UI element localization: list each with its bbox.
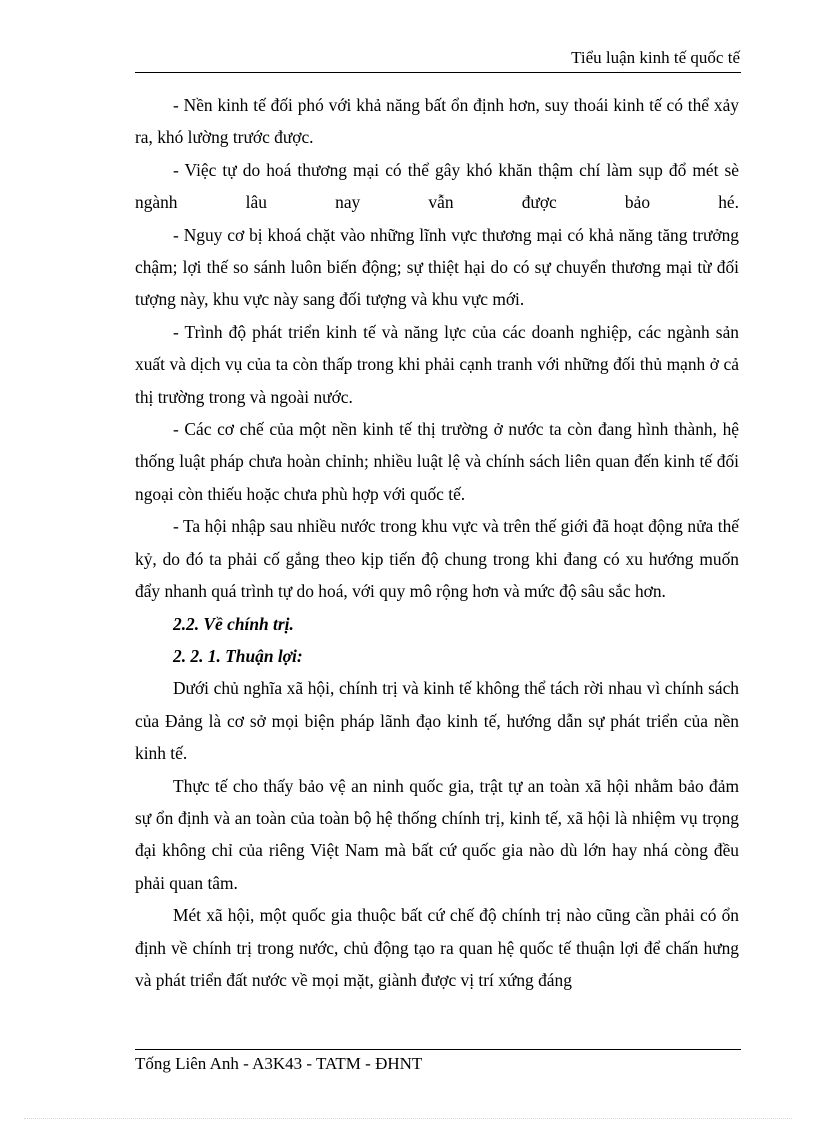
running-header: Tiểu luận kinh tế quốc tế	[571, 48, 740, 67]
paragraph: Thực tế cho thấy bảo vệ an ninh quốc gia, trật tự an toàn xã hội nhằm bảo đảm sự ổn định và an toàn của toàn bộ hệ thống chính trị, kinh tế, xã hội là nhiệm vụ trọng đại không chỉ của riêng Việt Nam mà bất cứ quốc gia nào dù lớn hay nhá còng đều phải quan tâm.	[135, 775, 739, 893]
subsection-heading: 2. 2. 1. Thuận lợi:	[173, 645, 303, 666]
page-edge-divider	[24, 1118, 792, 1119]
section-heading: 2.2. Về chính trị.	[173, 613, 294, 634]
paragraph: Dưới chủ nghĩa xã hội, chính trị và kinh tế không thể tách rời nhau vì chính sách của Đảng là cơ sở mọi biện pháp lãnh đạo kinh tế, hướng dẫn sự phát triển của nền kinh tế.	[135, 678, 739, 764]
paragraph: Mét xã hội, một quốc gia thuộc bất cứ chế độ chính trị nào cũng cần phải có ổn định về chính trị trong nước, chủ động tạo ra quan hệ quốc tế thuận lợi để chấn hưng và phát triển đất nước về mọi mặt, giành được vị trí xứng đáng	[135, 905, 739, 990]
paragraph: - Các cơ chế của một nền kinh tế thị trường ở nước ta còn đang hình thành, hệ thống luật pháp chưa hoàn chỉnh; nhiều luật lệ và chính sách liên quan đến kinh tế đối ngoại còn thiếu hoặc chưa phù hợp với quốc tế.	[135, 419, 739, 504]
paragraph: - Nguy cơ bị khoá chặt vào những lĩnh vực thương mại có khả năng tăng trưởng chậm; lợi thế so sánh luôn biến động; sự thiệt hại do có sự chuyển thương mại từ đối tượng này, khu vực này sang đối tượng và khu vực mới.	[135, 224, 739, 310]
paragraph: - Nền kinh tế đối phó với khả năng bất ổn định hơn, suy thoái kinh tế có thể xảy ra, khó lường trước được.	[135, 95, 739, 148]
running-footer: Tống Liên Anh - A3K43 - TATM - ĐHNT	[135, 1054, 423, 1073]
paragraph: - Ta hội nhập sau nhiều nước trong khu vực và trên thế giới đã hoạt động nửa thế kỷ, do đó ta phải cố gắng theo kịp tiến độ chung trong khi đang có xu hướng muốn đẩy nhanh quá trình tự do hoá, với quy mô rộng hơn và mức độ sâu sắc hơn.	[135, 516, 739, 602]
document-body	[135, 89, 739, 996]
footer-rule	[135, 1049, 741, 1050]
header-rule	[135, 72, 741, 73]
paragraph: - Trình độ phát triển kinh tế và năng lực của các doanh nghiệp, các ngành sản xuất và dịch vụ của ta còn thấp trong khi phải cạnh tranh với những đối thủ mạnh ở cả thị trường trong và ngoài nước.	[135, 321, 739, 407]
paragraph: - Việc tự do hoá thương mại có thể gây khó khăn thậm chí làm sụp đổ mét sè ngành lâu nay vẫn được bảo hé.	[135, 159, 739, 213]
